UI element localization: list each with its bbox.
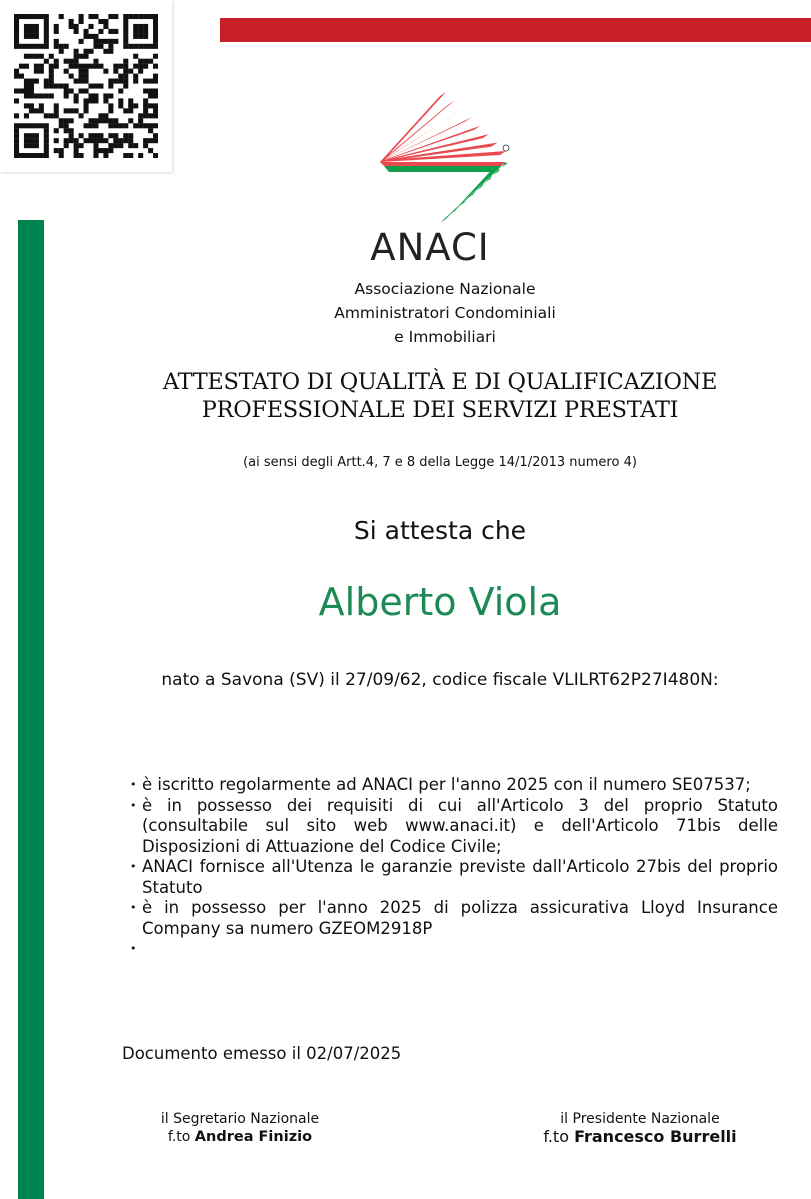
attestation-list	[130, 775, 778, 960]
signature-prefix: f.to	[167, 1129, 191, 1145]
title-line: ATTESTATO DI QUALITÀ E DI QUALIFICAZIONE	[162, 369, 718, 395]
list-item: • è iscritto regolarmente ad ANACI per l'anno 2025 con il numero SE07537;	[130, 775, 778, 796]
qr-code	[0, 0, 172, 172]
signature-prefix: f.to	[543, 1127, 569, 1146]
list-item	[130, 939, 778, 960]
association-name	[300, 277, 590, 349]
signature-secretary	[140, 1110, 340, 1146]
assoc-line: e Immobiliari	[394, 328, 496, 346]
assoc-line: Amministratori Condominiali	[334, 304, 556, 322]
person-name: Alberto Viola	[318, 580, 562, 624]
qr-code-icon	[14, 14, 158, 158]
issue-date: Documento emesso il 02/07/2025	[122, 1044, 402, 1063]
signature-role: il Segretario Nazionale	[160, 1111, 320, 1127]
brand-name: ANACI	[370, 226, 490, 269]
list-item: • ANACI fornisce all'Utenza le garanzie previste dall'Articolo 27bis del proprio Statuto	[130, 857, 778, 898]
green-band	[18, 220, 44, 1199]
list-item: • è in possesso per l'anno 2025 di polizza assicurativa Lloyd Insurance Company sa numero GZEOM2918P	[130, 898, 778, 939]
attestation-heading: Si attesta che	[353, 516, 527, 545]
signature-name: Andrea Finizio	[194, 1129, 313, 1145]
signature-president	[520, 1110, 760, 1146]
title-line: PROFESSIONALE DEI SERVIZI PRESTATI	[201, 397, 679, 423]
signature-name: Francesco Burrelli	[574, 1127, 737, 1146]
anaci-logo-icon	[375, 92, 520, 227]
law-reference: (ai sensi degli Artt.4, 7 e 8 della Legge 14/1/2013 numero 4)	[243, 455, 637, 470]
red-band	[220, 18, 811, 42]
document-title	[100, 368, 780, 424]
assoc-line: Associazione Nazionale	[354, 280, 536, 298]
birth-info: nato a Savona (SV) il 27/09/62, codice fiscale VLILRT62P27I480N:	[161, 670, 719, 690]
signature-role: il Presidente Nazionale	[560, 1111, 720, 1127]
list-item: • è in possesso dei requisiti di cui all'Articolo 3 del proprio Statuto (consultabile sul sito web www.anaci.it) e dell'Articolo 71bis delle Disposizioni di Attuazione del Codice Civile;	[130, 796, 778, 858]
